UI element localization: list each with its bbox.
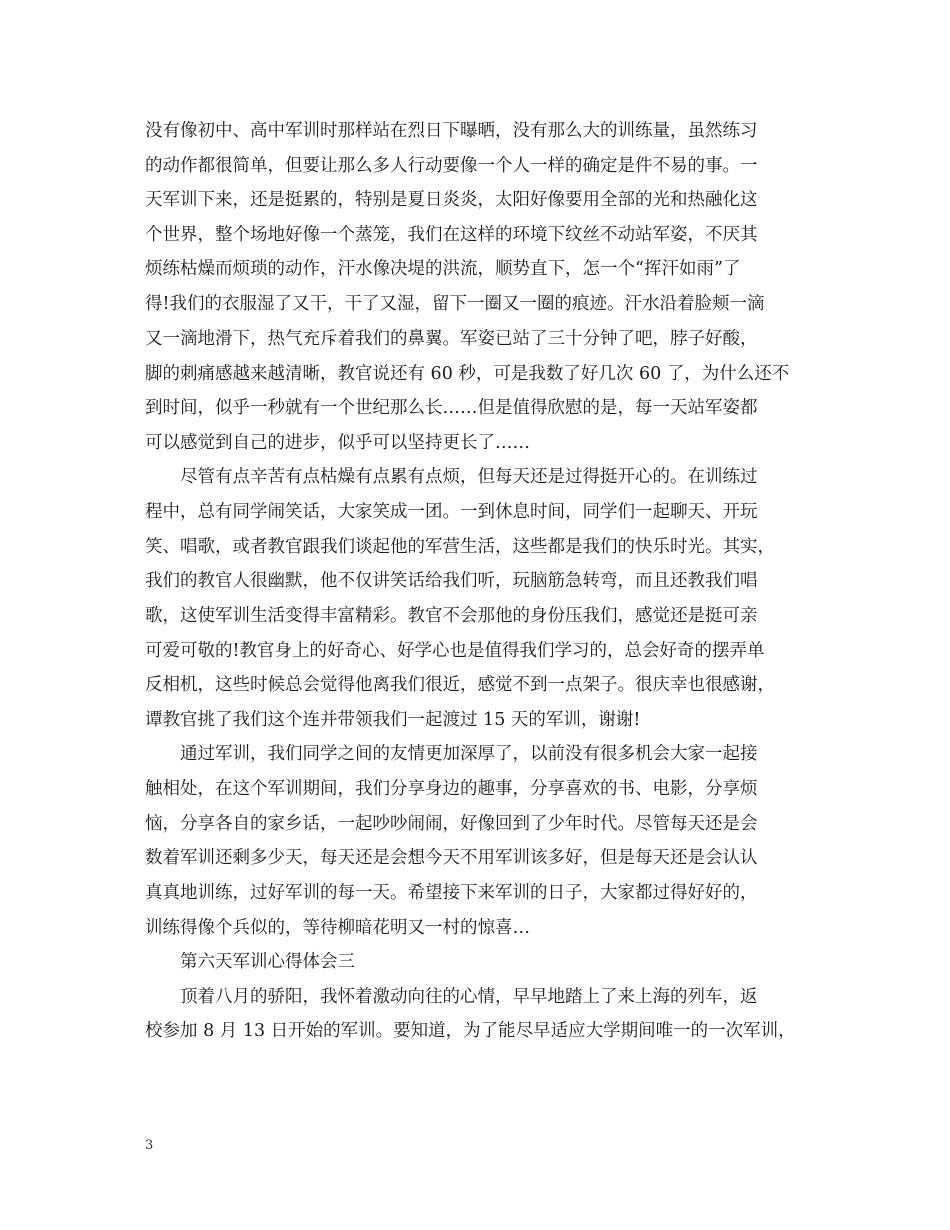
text-line: 天军训下来，还是挺累的，特别是夏日炎炎，太阳好像要用全部的光和热融化这	[145, 190, 758, 210]
text-line: 真真地训练，过好军训的每一天。希望接下来军训的日子，大家都过得好好的，	[145, 883, 758, 903]
paragraph-first-line: 尽管有点辛苦有点枯燥有点累有点烦，但每天还是过得挺开心的。在训练过	[180, 467, 758, 487]
text-line: 烦练枯燥而烦琐的动作，汗水像决堤的洪流，顺势直下，怎一个“挥汗如雨”了	[145, 259, 741, 279]
text-line: 触相处，在这个军训期间，我们分享身边的趣事，分享喜欢的书、电影，分享烦	[145, 779, 758, 799]
text-line: 没有像初中、高中军训时那样站在烈日下曝晒，没有那么大的训练量，虽然练习	[145, 121, 758, 141]
text-line: 脚的刺痛感越来越清晰，教官说还有 60 秒，可是我数了好几次 60 了，为什么还不	[145, 364, 790, 384]
text-line: 又一滴地滑下，热气充斥着我们的鼻翼。军姿已站了三十分钟了吧，脖子好酸，	[145, 329, 758, 349]
text-line: 到时间，似乎一秒就有一个世纪那么长……但是值得欣慰的是，每一天站军姿都	[145, 398, 758, 418]
text-line: 笑、唱歌，或者教官跟我们谈起他的军营生活，这些都是我们的快乐时光。其实，	[145, 537, 775, 557]
text-line: 的动作都很简单，但要让那么多人行动要像一个人一样的确定是件不易的事。一	[145, 156, 758, 176]
text-line: 数着军训还剩多少天，每天还是会想今天不用军训该多好，但是每天还是会认认	[145, 848, 758, 868]
text-line: 程中，总有同学闹笑话，大家笑成一团。一到休息时间，同学们一起聊天、开玩	[145, 502, 758, 522]
text-line: 歌，这使军训生活变得丰富精彩。教官不会那他的身份压我们，感觉还是挺可亲	[145, 606, 758, 626]
text-line: 我们的教官人很幽默，他不仅讲笑话给我们听，玩脑筋急转弯，而且还教我们唱	[145, 571, 758, 591]
text-line: 可爱可敬的!教官身上的好奇心、好学心也是值得我们学习的，总会好奇的摆弄单	[145, 641, 765, 661]
page-number: 3	[145, 1138, 154, 1153]
text-line: 校参加 8 月 13 日开始的军训。要知道，为了能尽早适应大学期间唯一的一次军训，	[145, 1021, 796, 1041]
text-line: 谭教官挑了我们这个连并带领我们一起渡过 15 天的军训，谢谢!	[145, 710, 641, 730]
text-line: 训练得像个兵似的，等待柳暗花明又一村的惊喜…	[145, 918, 530, 938]
section-heading: 第六天军训心得体会三	[180, 952, 355, 972]
paragraph-first-line: 通过军训，我们同学之间的友情更加深厚了，以前没有很多机会大家一起接	[180, 744, 758, 764]
text-line: 反相机，这些时候总会觉得他离我们很近，感觉不到一点架子。很庆幸也很感谢，	[145, 675, 775, 695]
text-line: 可以感觉到自己的进步，似乎可以坚持更长了……	[145, 433, 530, 453]
paragraph-first-line: 顶着八月的骄阳，我怀着激动向往的心情，早早地踏上了来上海的列车，返	[180, 987, 758, 1007]
text-line: 得!我们的衣服湿了又干，干了又湿，留下一圈又一圈的痕迹。汗水沿着脸颊一滴	[145, 294, 765, 314]
text-line: 个世界，整个场地好像一个蒸笼，我们在这样的环境下纹丝不动站军姿，不厌其	[145, 225, 758, 245]
text-line: 恼，分享各自的家乡话，一起吵吵闹闹，好像回到了少年时代。尽管每天还是会	[145, 814, 758, 834]
